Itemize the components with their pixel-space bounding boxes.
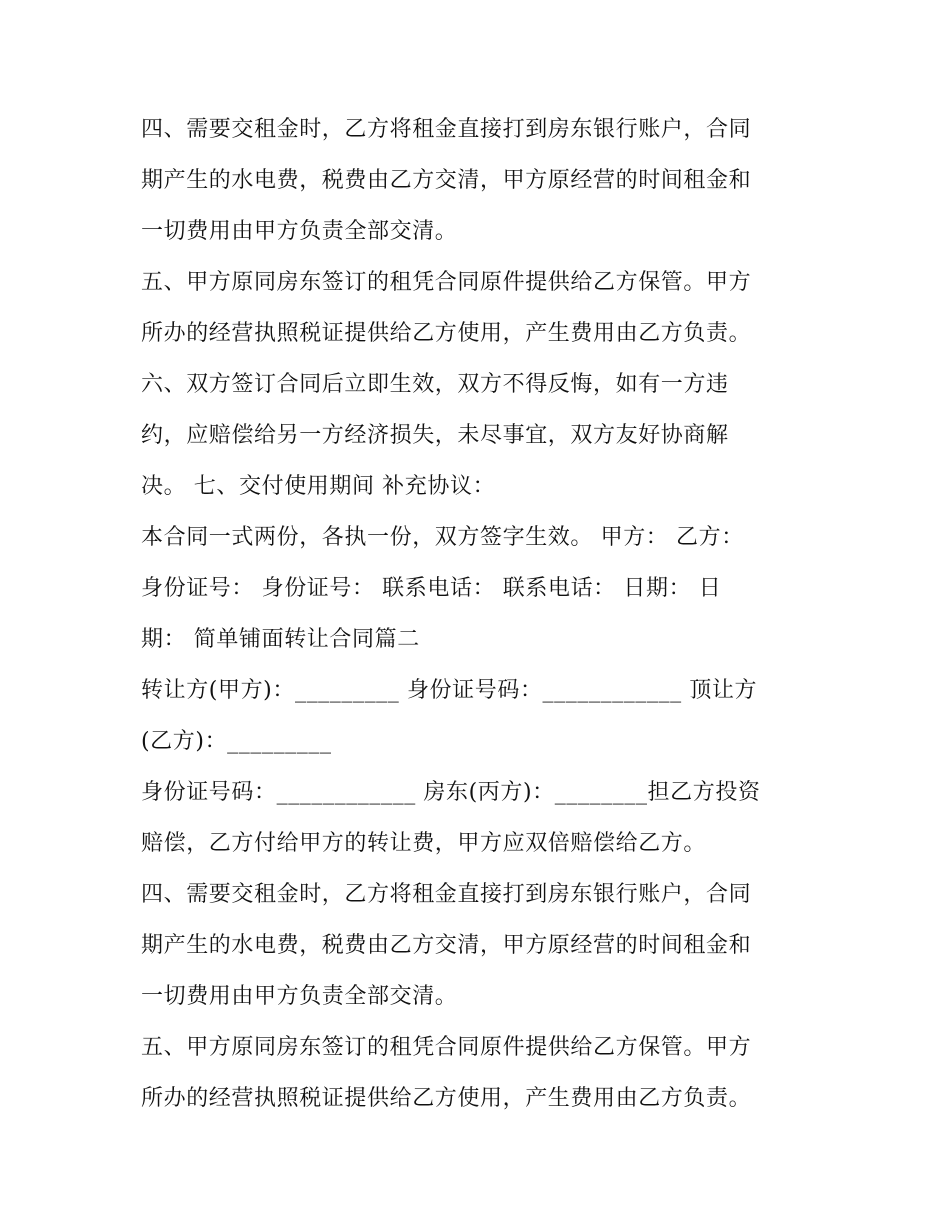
text-line: 四、需要交租金时，乙方将租金直接打到房东银行账户，合同 [141,882,752,907]
text-line: 六、双方签订合同后立即生效，双方不得反悔，如有一方违 [141,372,729,397]
text-line: 约，应赔偿给另一方经济损失，未尽事宜，双方友好协商解 [141,423,729,448]
text-line: 一切费用由甲方负责全部交清。 [141,984,458,1009]
text-line: 期： 简单铺面转让合同篇二 [141,627,420,652]
text-line: 身份证号码：____________ 房东(丙方)：________担乙方投资 [141,780,761,805]
text-line: 期产生的水电费，税费由乙方交清，甲方原经营的时间租金和 [141,933,752,958]
text-line: 五、甲方原同房东签订的租凭合同原件提供给乙方保管。甲方 [141,270,752,295]
text-line: 本合同一式两份，各执一份，双方签字生效。 甲方： 乙方： [141,525,744,550]
text-line: 决。 七、交付使用期间 补充协议： [141,474,496,499]
text-line: 身份证号： 身份证号： 联系电话： 联系电话： 日期： 日 [141,576,722,601]
text-line: 所办的经营执照税证提供给乙方使用，产生费用由乙方负责。 [141,1086,752,1111]
text-line: 所办的经营执照税证提供给乙方使用，产生费用由乙方负责。 [141,321,752,346]
document-body [141,104,821,1124]
text-line: 转让方(甲方)：_________ 身份证号码：____________ 顶让方 [141,678,758,703]
text-line: 期产生的水电费，税费由乙方交清，甲方原经营的时间租金和 [141,168,752,193]
text-line: 一切费用由甲方负责全部交清。 [141,219,458,244]
text-line: 五、甲方原同房东签订的租凭合同原件提供给乙方保管。甲方 [141,1035,752,1060]
text-line: 四、需要交租金时，乙方将租金直接打到房东银行账户，合同 [141,117,752,142]
text-line: (乙方)：_________ [141,729,332,754]
text-line: 赔偿，乙方付给甲方的转让费，甲方应双倍赔偿给乙方。 [141,831,707,856]
